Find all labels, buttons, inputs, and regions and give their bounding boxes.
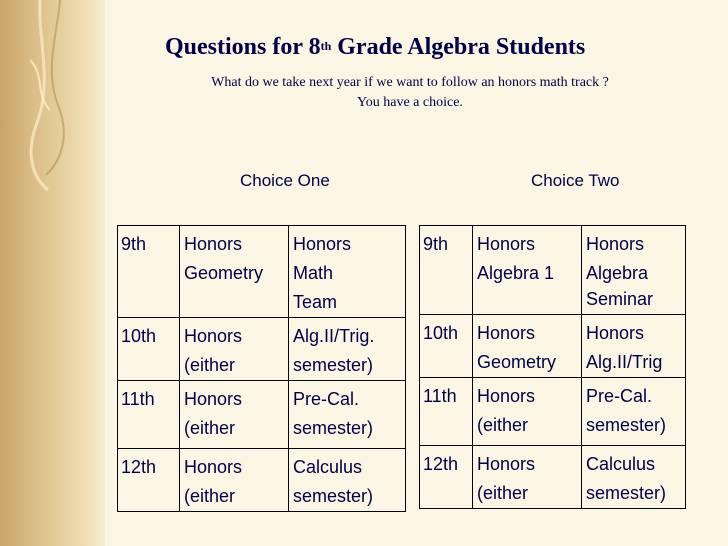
table-row: [420, 446, 686, 509]
alt-course-cell: Pre-Cal. semester): [582, 378, 686, 446]
alt-course-cell: Honors Alg.II/Trig: [582, 315, 686, 378]
course-cell: Honors (either: [180, 449, 289, 512]
choice-one-table: [117, 225, 406, 512]
subtitle-line-2: You have a choice.: [357, 95, 463, 110]
year-cell: 12th: [118, 449, 180, 512]
year-cell: 9th: [118, 226, 180, 318]
table-row: [118, 318, 406, 381]
course-cell: Honors (either: [473, 446, 582, 509]
course-cell: Honors (either: [180, 381, 289, 449]
alt-course-cell: Pre-Cal. semester): [289, 381, 406, 449]
year-cell: 9th: [420, 226, 473, 315]
table-row: [420, 226, 686, 315]
year-cell: 11th: [420, 378, 473, 446]
course-cell: Honors Algebra 1: [473, 226, 582, 315]
year-cell: 10th: [118, 318, 180, 381]
choice-two-label: Choice Two: [531, 171, 620, 190]
course-cell: Honors (either: [473, 378, 582, 446]
subtitle-line-1: What do we take next year if we want to follow an honors math track ?: [211, 75, 609, 90]
decorative-swirl-graphic: [0, 0, 105, 546]
table-row: [118, 226, 406, 318]
table-row: [420, 315, 686, 378]
table-row: [118, 381, 406, 449]
alt-course-cell: Honors Algebra Seminar: [582, 226, 686, 315]
course-cell: Honors Geometry: [180, 226, 289, 318]
alt-course-cell: Calculus semester): [582, 446, 686, 509]
year-cell: 10th: [420, 315, 473, 378]
alt-course-cell: Alg.II/Trig. semester): [289, 318, 406, 381]
course-cell: Honors Geometry: [473, 315, 582, 378]
year-cell: 12th: [420, 446, 473, 509]
choice-one-label: Choice One: [240, 171, 330, 190]
page-title: Questions for 8th Grade Algebra Students: [165, 34, 586, 60]
table-row: [420, 378, 686, 446]
alt-course-cell: Calculus semester): [289, 449, 406, 512]
course-cell: Honors (either: [180, 318, 289, 381]
table-row: [118, 449, 406, 512]
page-subtitle: [160, 73, 660, 113]
choice-two-table: [419, 225, 686, 509]
year-cell: 11th: [118, 381, 180, 449]
alt-course-cell: Honors Math Team: [289, 226, 406, 318]
